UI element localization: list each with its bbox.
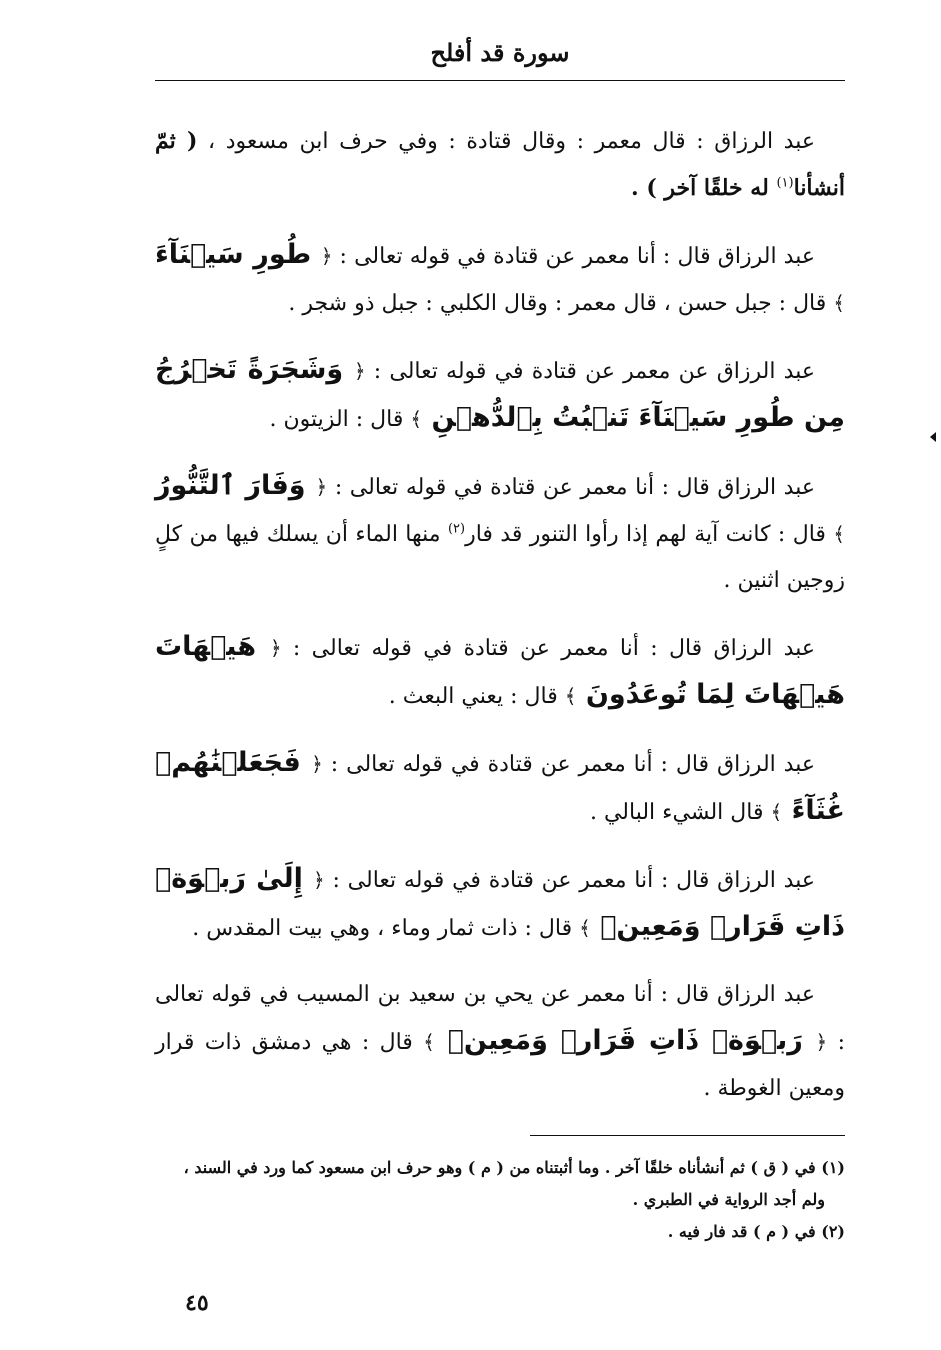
paragraph-text: عبد الرزاق قال : أنا معمر عن قتادة في قوله تعالى :	[327, 475, 815, 500]
main-text	[155, 118, 845, 1132]
footnote-1-cont: ولم أجد الرواية في الطبري .	[632, 1190, 825, 1209]
paragraph-text-cont: قال : يعني البعث .	[388, 684, 565, 709]
page-title: سورة قد أفلح	[430, 38, 570, 67]
ornate-bracket-close: ﴾	[833, 522, 845, 546]
ornate-bracket-open: ﴿	[269, 636, 282, 660]
quran-verse: هَيۡهَاتَ هَيۡهَاتَ لِمَا تُوعَدُونَ	[155, 631, 845, 710]
footnotes	[155, 1152, 845, 1248]
paragraph-text: عبد الرزاق قال : أنا معمر عن قتادة في قوله تعالى :	[332, 244, 815, 269]
paragraph-4	[155, 463, 845, 604]
paragraph-text-cont: قال : جبل حسن ، قال معمر : وقال الكلبي : جبل ذو شجر .	[288, 291, 834, 316]
page-number: ٤٥	[185, 1290, 209, 1316]
ornate-bracket-close: ﴾	[833, 291, 845, 315]
paragraph-text-end: منها الماء أن يسلك فيها من كلٍ زوجين اثنين .	[155, 522, 845, 593]
footnote-marker: (٢)	[447, 521, 466, 537]
paragraph-2	[155, 232, 845, 327]
footnote-divider	[530, 1135, 845, 1136]
quran-verse: إِلَىٰ رَبۡوَةٖ ذَاتِ قَرَارٖ وَمَعِينٖ	[155, 863, 845, 942]
quran-verse: طُورِ سَيۡنَآءَ	[155, 239, 321, 270]
paragraph-6	[155, 740, 845, 836]
header-divider	[155, 80, 845, 81]
paragraph-3	[155, 347, 845, 443]
paragraph-text: عبد الرزاق قال : أنا معمر عن قتادة في قوله تعالى :	[324, 868, 815, 893]
margin-mark-icon	[930, 432, 936, 442]
ornate-bracket-close: ﴾	[579, 916, 591, 940]
paragraph-text: عبد الرزاق : قال معمر : وقال قتادة : وفي حرف ابن مسعود ،	[197, 129, 815, 154]
quran-verse: وَفَارَ ٱلتَّنُّورُ	[155, 470, 316, 501]
paragraph-8	[155, 972, 845, 1112]
quran-verse: وَشَجَرَةً تَخۡرُجُ مِن طُورِ سَيۡنَآءَ تَنۢبُتُ بِٱلدُّهۡنِ	[155, 354, 845, 433]
ornate-bracket-open: ﴿	[353, 359, 366, 383]
paragraph-text-cont: قال : هي دمشق ذات قرار ومعين الغوطة .	[155, 1030, 845, 1101]
ornate-bracket-close: ﴾	[423, 1030, 435, 1054]
ornate-bracket-open: ﴿	[315, 475, 328, 499]
ornate-bracket-open: ﴿	[320, 244, 333, 268]
ornate-bracket-open: ﴿	[815, 1030, 828, 1054]
paragraph-text-cont: قال : الزيتون .	[269, 407, 411, 432]
paragraph-text-cont: قال : كانت آية لهم إذا رأوا التنور قد فار	[465, 522, 834, 547]
ornate-bracket-open: ﴿	[311, 752, 323, 776]
footnote-marker: (١)	[776, 175, 794, 191]
paragraph-5	[155, 624, 845, 720]
ornate-bracket-open: ﴿	[313, 868, 325, 892]
paragraph-text: عبد الرزاق عن معمر عن قتادة في قوله تعالى :	[365, 359, 815, 384]
quran-verse: رَبۡوَةٖ ذَاتِ قَرَارٖ وَمَعِينٖ	[434, 1025, 816, 1056]
paragraph-text: عبد الرزاق قال : أنا معمر عن يحي بن سعيد بن المسيب في قوله تعالى :	[155, 982, 845, 1055]
ornate-bracket-close: ﴾	[564, 684, 577, 708]
ornate-bracket-close: ﴾	[410, 407, 423, 431]
quran-verse: فَجَعَلۡنَٰهُمۡ غُثَآءً	[155, 747, 845, 826]
footnote-1: (١) في ( ق ) ثم أنشأناه خلقًا آخر . وما أثبتناه من ( م ) وهو حرف ابن مسعود كما ورد في السند ،	[183, 1158, 845, 1177]
ornate-bracket-close: ﴾	[770, 800, 783, 824]
quoted-reading-cont: له خلقًا آخر ) .	[631, 175, 777, 201]
footnote-2: (٢) في ( م ) قد فار فيه .	[667, 1222, 845, 1241]
paragraph-text: عبد الرزاق قال : أنا معمر عن قتادة في قوله تعالى :	[281, 636, 815, 661]
paragraph-text: عبد الرزاق قال : أنا معمر عن قتادة في قوله تعالى :	[322, 752, 815, 777]
paragraph-1	[155, 118, 845, 212]
paragraph-7	[155, 856, 845, 952]
paragraph-text-cont: قال الشيء البالي .	[589, 800, 771, 825]
quoted-reading: ( ثمّ أنشأنا	[155, 128, 845, 201]
paragraph-text-cont: قال : ذات ثمار وماء ، وهي بيت المقدس .	[192, 916, 580, 941]
